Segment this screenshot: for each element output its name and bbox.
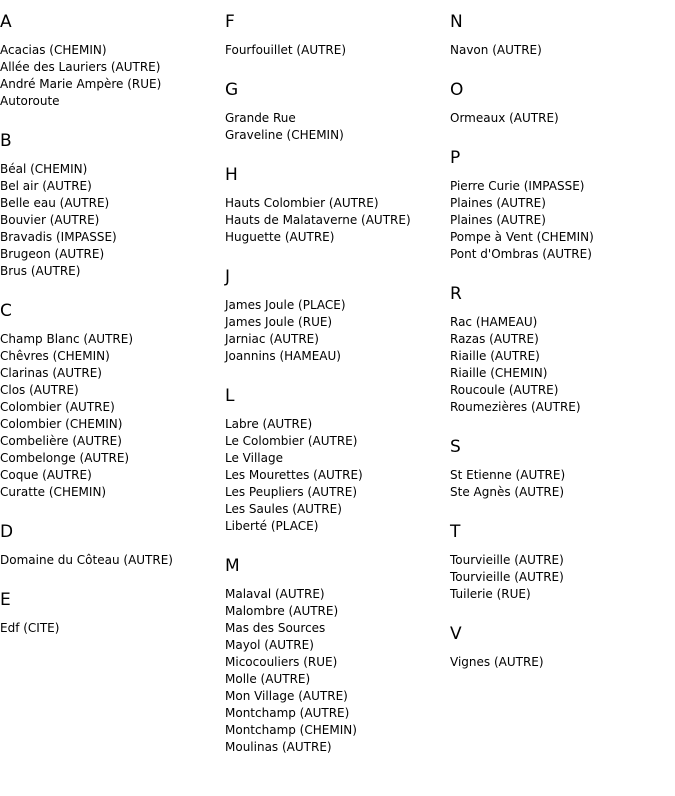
street-list-item[interactable]: Le Colombier (AUTRE)	[225, 434, 358, 448]
street-list-item[interactable]: Domaine du Côteau (AUTRE)	[0, 553, 173, 567]
section-letter-heading: T	[450, 522, 461, 542]
street-list-item[interactable]: Hauts Colombier (AUTRE)	[225, 196, 379, 210]
street-list-item[interactable]: Ormeaux (AUTRE)	[450, 111, 559, 125]
street-list-item[interactable]: Curatte (CHEMIN)	[0, 485, 107, 499]
street-list-item[interactable]: Tourvieille (AUTRE)	[450, 570, 564, 584]
section-letter-heading: N	[450, 12, 463, 32]
letter-section	[0, 588, 220, 637]
street-list	[450, 42, 670, 59]
section-letter-heading: V	[450, 624, 462, 644]
street-list	[0, 42, 220, 110]
street-list-item[interactable]: Belle eau (AUTRE)	[0, 196, 110, 210]
street-list	[225, 416, 445, 535]
street-list-item[interactable]: Jarniac (AUTRE)	[225, 332, 319, 346]
street-list-item[interactable]: Pierre Curie (IMPASSE)	[450, 179, 585, 193]
street-list-item[interactable]: Vignes (AUTRE)	[450, 655, 544, 669]
street-list-item[interactable]: Grande Rue	[225, 111, 296, 125]
street-list-item[interactable]: Clos (AUTRE)	[0, 383, 79, 397]
street-list	[0, 552, 220, 569]
street-list-item[interactable]: Montchamp (CHEMIN)	[225, 723, 357, 737]
street-list-item[interactable]: Pompe à Vent (CHEMIN)	[450, 230, 594, 244]
street-list-item[interactable]: Molle (AUTRE)	[225, 672, 311, 686]
street-list-item[interactable]: Bel air (AUTRE)	[0, 179, 92, 193]
section-letter-heading: O	[450, 80, 464, 100]
street-list-item[interactable]: Pont d'Ombras (AUTRE)	[450, 247, 592, 261]
section-letter-heading: H	[225, 165, 238, 185]
street-list-item[interactable]: André Marie Ampère (RUE)	[0, 77, 162, 91]
street-list	[0, 620, 220, 637]
section-letter-heading: G	[225, 80, 239, 100]
letter-section	[450, 282, 670, 416]
street-list-item[interactable]: Clarinas (AUTRE)	[0, 366, 102, 380]
section-letter-heading: R	[450, 284, 462, 304]
letter-section	[0, 520, 220, 569]
letter-section	[225, 163, 445, 246]
street-list-item[interactable]: Colombier (CHEMIN)	[0, 417, 123, 431]
street-list	[0, 331, 220, 501]
street-list-item[interactable]: Roucoule (AUTRE)	[450, 383, 559, 397]
street-list-item[interactable]: Tuilerie (RUE)	[450, 587, 531, 601]
street-list	[450, 314, 670, 416]
section-letter-heading: B	[0, 131, 12, 151]
street-list-item[interactable]: Labre (AUTRE)	[225, 417, 313, 431]
street-list	[0, 161, 220, 280]
section-letter-heading: A	[0, 12, 12, 32]
street-list-item[interactable]: Les Peupliers (AUTRE)	[225, 485, 357, 499]
letter-section	[450, 520, 670, 603]
street-list-item[interactable]: Tourvieille (AUTRE)	[450, 553, 564, 567]
letter-section	[450, 435, 670, 501]
letter-section	[225, 10, 445, 59]
section-letter-heading: C	[0, 301, 12, 321]
street-list	[450, 654, 670, 671]
letter-section	[450, 622, 670, 671]
section-letter-heading: E	[0, 590, 11, 610]
street-list-item[interactable]: Huguette (AUTRE)	[225, 230, 335, 244]
section-letter-heading: J	[225, 267, 231, 287]
street-list-item[interactable]: Bravadis (IMPASSE)	[0, 230, 117, 244]
street-list-item[interactable]: Montchamp (AUTRE)	[225, 706, 350, 720]
street-list-item[interactable]: Edf (CITE)	[0, 621, 60, 635]
street-list-item[interactable]: Liberté (PLACE)	[225, 519, 319, 533]
street-list-item[interactable]: Plaines (AUTRE)	[450, 213, 546, 227]
street-list-item[interactable]: Navon (AUTRE)	[450, 43, 542, 57]
section-letter-heading: S	[450, 437, 461, 457]
street-index-column-2	[225, 10, 445, 775]
street-list-item[interactable]: Les Mourettes (AUTRE)	[225, 468, 363, 482]
street-list-item[interactable]: Allée des Lauriers (AUTRE)	[0, 60, 161, 74]
street-list-item[interactable]: Le Village	[225, 451, 283, 465]
street-list-item[interactable]: Fourfouillet (AUTRE)	[225, 43, 347, 57]
street-index-column-1	[0, 10, 220, 656]
street-list	[450, 178, 670, 263]
section-letter-heading: P	[450, 148, 461, 168]
street-list-item[interactable]: Combelière (AUTRE)	[0, 434, 122, 448]
street-list-item[interactable]: Ste Agnès (AUTRE)	[450, 485, 565, 499]
street-list-item[interactable]: Micocouliers (RUE)	[225, 655, 338, 669]
street-list-item[interactable]: Champ Blanc (AUTRE)	[0, 332, 134, 346]
street-list-item[interactable]: Acacias (CHEMIN)	[0, 43, 107, 57]
street-list-item[interactable]: Bouvier (AUTRE)	[0, 213, 100, 227]
letter-section	[225, 265, 445, 365]
street-list-item[interactable]: Roumezières (AUTRE)	[450, 400, 581, 414]
street-list-item[interactable]: Colombier (AUTRE)	[0, 400, 115, 414]
street-list	[225, 297, 445, 365]
street-list	[450, 467, 670, 501]
street-list	[225, 110, 445, 144]
street-list-item[interactable]: Graveline (CHEMIN)	[225, 128, 344, 142]
letter-section	[450, 146, 670, 263]
street-list	[450, 110, 670, 127]
letter-section	[225, 384, 445, 535]
street-list-item[interactable]: Brugeon (AUTRE)	[0, 247, 105, 261]
street-list-item[interactable]: Chêvres (CHEMIN)	[0, 349, 110, 363]
section-letter-heading: D	[0, 522, 14, 542]
street-list-item[interactable]: James Joule (RUE)	[225, 315, 333, 329]
street-list-item[interactable]: Autoroute	[0, 94, 60, 108]
letter-section	[450, 10, 670, 59]
street-list-item[interactable]: Béal (CHEMIN)	[0, 162, 88, 176]
street-list-item[interactable]: Hauts de Malataverne (AUTRE)	[225, 213, 411, 227]
street-list	[225, 195, 445, 246]
letter-section	[225, 78, 445, 144]
section-letter-heading: F	[225, 12, 235, 32]
street-list-item[interactable]: Plaines (AUTRE)	[450, 196, 546, 210]
street-list-item[interactable]: Mas des Sources	[225, 621, 326, 635]
letter-section	[0, 299, 220, 501]
street-list-item[interactable]: Joannins (HAMEAU)	[225, 349, 341, 363]
street-list-item[interactable]: Malaval (AUTRE)	[225, 587, 325, 601]
street-list-item[interactable]: Combelonge (AUTRE)	[0, 451, 130, 465]
street-list-item[interactable]: Moulinas (AUTRE)	[225, 740, 332, 754]
street-list-item[interactable]: Riaille (CHEMIN)	[450, 366, 548, 380]
letter-section	[225, 554, 445, 756]
section-letter-heading: M	[225, 556, 240, 576]
street-list-item[interactable]: Brus (AUTRE)	[0, 264, 81, 278]
street-list-item[interactable]: James Joule (PLACE)	[225, 298, 346, 312]
street-list	[225, 586, 445, 756]
street-list	[225, 42, 445, 59]
street-list-item[interactable]: Razas (AUTRE)	[450, 332, 539, 346]
street-list-item[interactable]: Coque (AUTRE)	[0, 468, 92, 482]
section-letter-heading: L	[225, 386, 235, 406]
street-list	[450, 552, 670, 603]
street-list-item[interactable]: Mon Village (AUTRE)	[225, 689, 348, 703]
street-list-item[interactable]: Les Saules (AUTRE)	[225, 502, 342, 516]
street-list-item[interactable]: Mayol (AUTRE)	[225, 638, 314, 652]
letter-section	[0, 10, 220, 110]
street-index-column-3	[450, 10, 670, 690]
street-list-item[interactable]: Rac (HAMEAU)	[450, 315, 538, 329]
street-list-item[interactable]: St Etienne (AUTRE)	[450, 468, 566, 482]
street-list-item[interactable]: Malombre (AUTRE)	[225, 604, 339, 618]
street-list-item[interactable]: Riaille (AUTRE)	[450, 349, 540, 363]
letter-section	[0, 129, 220, 280]
letter-section	[450, 78, 670, 127]
